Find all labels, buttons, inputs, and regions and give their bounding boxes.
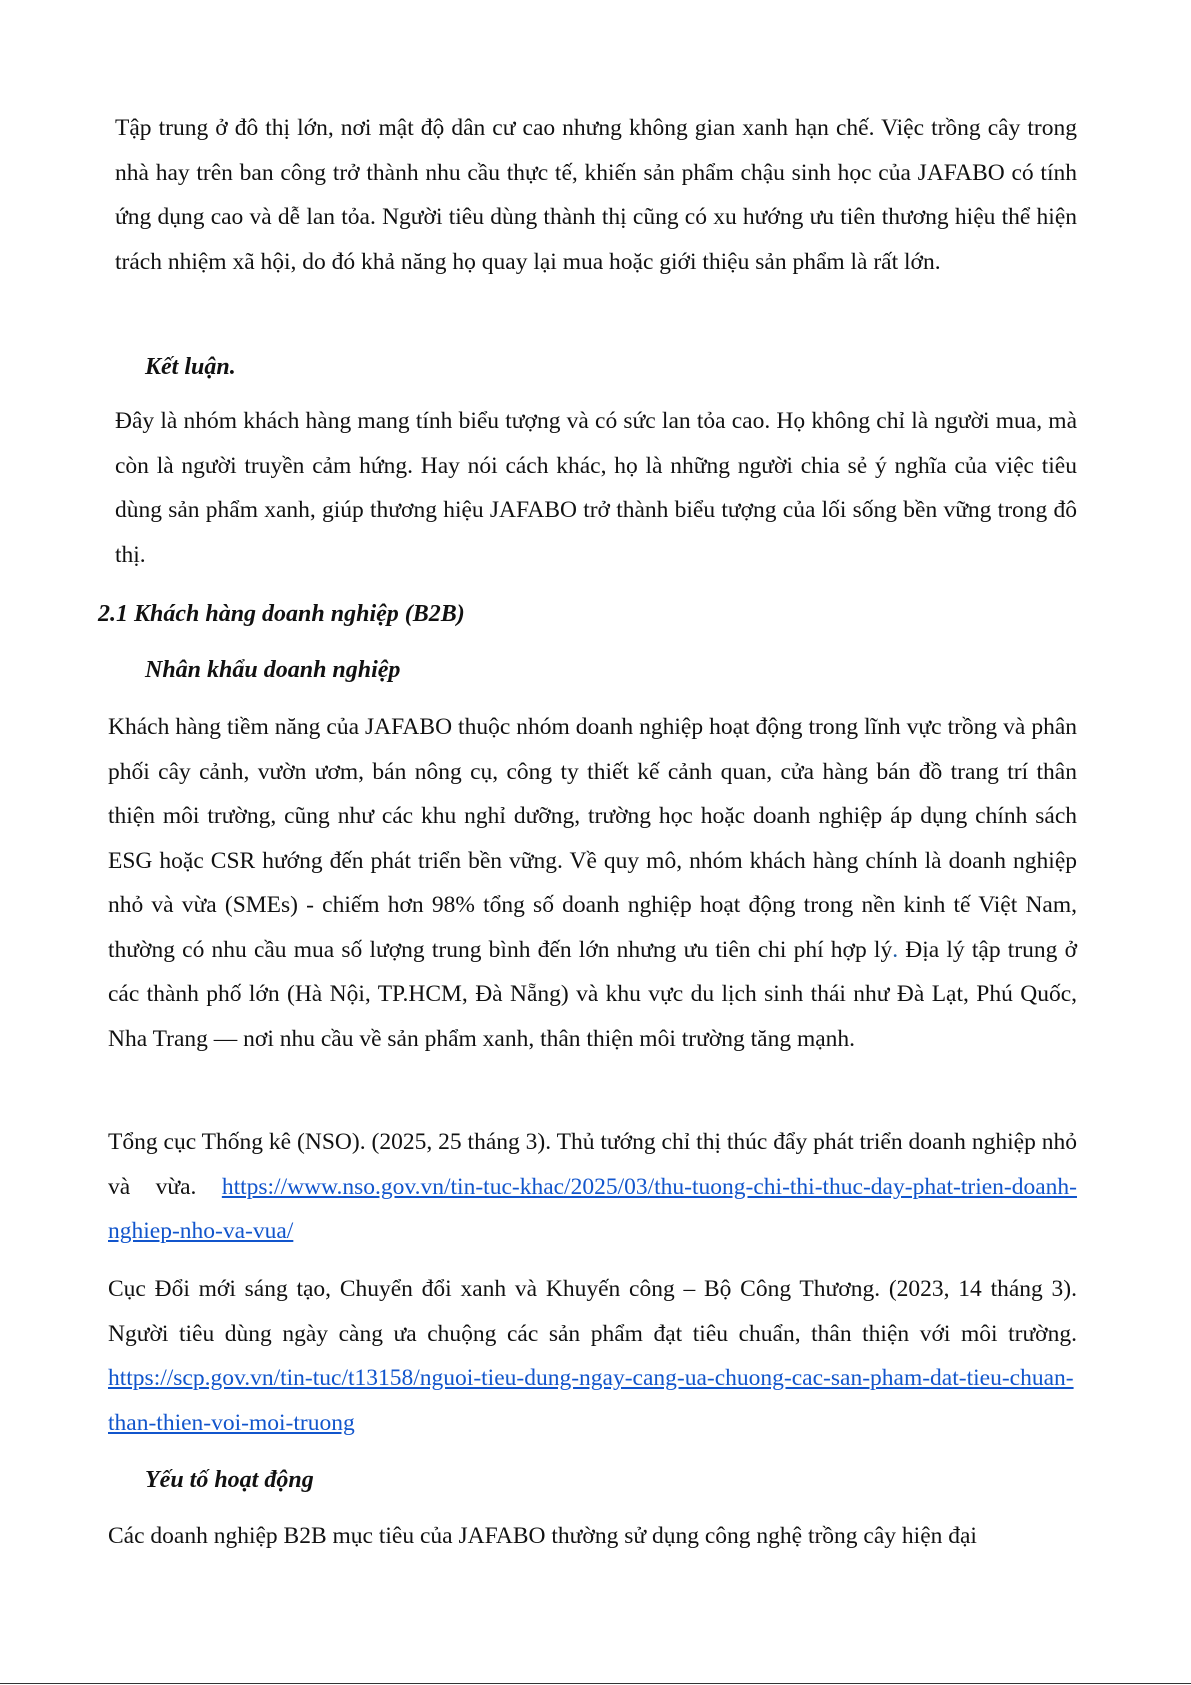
reference-nso-link[interactable]: https://www.nso.gov.vn/tin-tuc-khac/2025/03/thu-tuong-chi-thi-thuc-day-phat-trien-doanh-nghiep-nho-va-vua/: [108, 1173, 1077, 1244]
b2b-text-part1: Khách hàng tiềm năng của JAFABO thuộc nhóm doanh nghiệp hoạt động trong lĩnh vực trồng và phân phối cây cảnh, vườn ươm, bán nông cụ, công ty thiết kế cảnh quan, cửa hàng bán đồ trang trí thân thiện môi trường, cũng như các khu nghỉ dưỡng, trường học hoặc doanh nghiệp áp dụng chính sách ESG hoặc CSR hướng đến phát triển bền vững.: [108, 714, 1077, 874]
heading-conclusion: Kết luận.: [145, 354, 236, 380]
reference-scp-citation: Cục Đổi mới sáng tạo, Chuyển đổi xanh và Khuyến công – Bộ Công Thương. (2023, 14 tháng 3). Người tiêu dùng ngày càng ưa chuộng các sản phẩm đạt tiêu chuẩn, thân thiện với môi trường.: [108, 1276, 1077, 1347]
paragraph-conclusion: Đây là nhóm khách hàng mang tính biểu tượng và có sức lan tỏa cao. Họ không chỉ là người mua, mà còn là người truyền cảm hứng. Hay nói cách khác, họ là những người chia sẻ ý nghĩa của việc tiêu dùng sản phẩm xanh, giúp thương hiệu JAFABO trở thành biểu tượng của lối sống bền vững trong đô thị.: [115, 408, 1077, 568]
page-bottom-divider: [0, 1683, 1191, 1684]
reference-nso-citation: Tổng cục Thống kê (NSO). (2025, 25 tháng 3). Thủ tướng chỉ thị thúc đẩy phát triển doanh nghiệp nhỏ và vừa.: [108, 1129, 1077, 1200]
paragraph-operations: Các doanh nghiệp B2B mục tiêu của JAFABO thường sử dụng công nghệ trồng cây hiện đại: [108, 1523, 977, 1549]
heading-business-demographics: Nhân khẩu doanh nghiệp: [145, 657, 401, 683]
paragraph-urban-consumers: Tập trung ở đô thị lớn, nơi mật độ dân cư cao nhưng không gian xanh hạn chế. Việc trồng cây trong nhà hay trên ban công trở thành nhu cầu thực tế, khiến sản phẩm chậu sinh học của JAFABO có tính ứng dụng cao và dễ lan tỏa. Người tiêu dùng thành thị cũng có xu hướng ưu tiên thương hiệu thể hiện trách nhiệm xã hội, do đó khả năng họ quay lại mua hoặc giới thiệu sản phẩm là rất lớn.: [115, 115, 1077, 275]
section-heading-b2b: 2.1 Khách hàng doanh nghiệp (B2B): [98, 601, 465, 627]
paragraph-b2b-demographics: [108, 705, 1077, 1061]
reference-scp-link[interactable]: https://scp.gov.vn/tin-tuc/t13158/nguoi-tieu-dung-ngay-cang-ua-chuong-cac-san-pham-dat-tieu-chuan-than-thien-voi-moi-truong: [108, 1365, 1074, 1436]
reference-nso: [108, 1120, 1077, 1254]
reference-scp: [108, 1267, 1077, 1445]
heading-operational-factors: Yếu tố hoạt động: [145, 1467, 314, 1493]
b2b-text-part2: Về quy mô, nhóm khách hàng chính là doanh nghiệp nhỏ và vừa (SMEs) - chiếm hơn 98% tổng số doanh nghiệp hoạt động trong nền kinh tế Việt Nam, thường có nhu cầu mua số lượng trung bình đến lớn nhưng ưu tiên chi phí hợp lý: [108, 847, 1078, 963]
b2b-blue-period: .: [892, 936, 899, 963]
b2b-text-part3: Địa lý tập trung ở các thành phố lớn (Hà Nội, TP.HCM, Đà Nẵng) và khu vực du lịch sinh thái như Đà Lạt, Phú Quốc, Nha Trang — nơi nhu cầu về sản phẩm xanh, thân thiện môi trường tăng mạnh.: [108, 936, 1077, 1052]
